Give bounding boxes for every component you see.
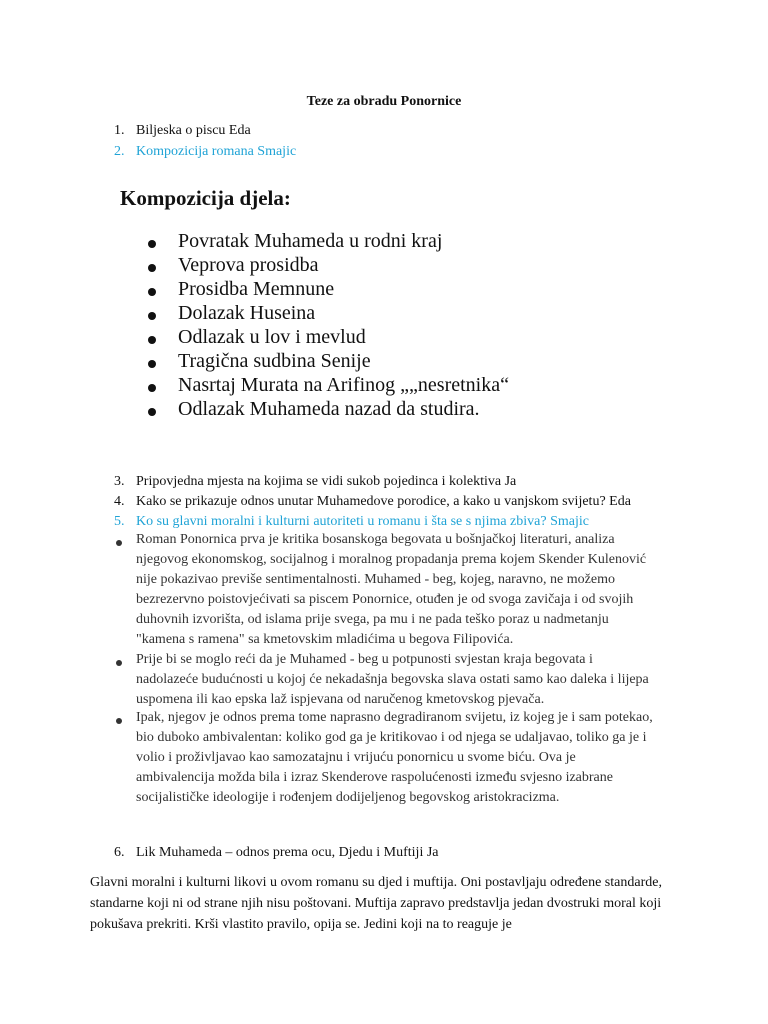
bullet-icon bbox=[148, 264, 156, 272]
list-text: Pripovjedna mjesta na kojima se vidi sukob pojedinca i kolektiva Ja bbox=[136, 474, 517, 489]
bullet-icon bbox=[148, 360, 156, 368]
bullet-icon bbox=[148, 336, 156, 344]
list-number: 2. bbox=[114, 144, 125, 159]
bullet-icon bbox=[116, 540, 122, 546]
bullet-icon bbox=[148, 384, 156, 392]
bullet-icon bbox=[148, 312, 156, 320]
figure-heading: Kompozicija djela: bbox=[120, 186, 291, 210]
bullet-paragraph: Roman Ponornica prva je kritika bosanskoga begovata u bošnjačkoj literaturi, analiza njegovog ekonomskog, socijalnog i moralnog propadanja prema kojem Skender Kulenović nije pokazivao previše sentimentalnosti. Muhamed - beg, kojeg, naravno, ne možemo bezrezervno poistovjećivati sa piscem Ponornice, otuđen je od svoga zavičaja i od svojih duhovnih izvorišta, od islama prije svega, pa mu i ne pada teško poraz u nadmetanju "kamena s ramena" sa kmetovskim mladićima u begova Filipovića. bbox=[136, 532, 647, 647]
composition-figure: Kompozicija djela: Povratak Muhameda u rodni kraj Veprova prosidba Prosidba Memnune Dolazak Huseina Odlazak u lov i mevlud Tragična sudbina Senije Nasrtaj Murata na Arifinog „„nesretnika“ Odlazak Muhameda nazad da studira. bbox=[120, 186, 509, 420]
bullet-icon bbox=[148, 288, 156, 296]
bullet-icon bbox=[148, 408, 156, 416]
bullet-icon bbox=[116, 718, 122, 724]
bullet-icon bbox=[116, 660, 122, 666]
list-number: 3. bbox=[114, 474, 125, 489]
bullet-icon bbox=[148, 240, 156, 248]
body-paragraph: Glavni moralni i kulturni likovi u ovom romanu su djed i muftija. Oni postavljaju određene standarde, standarne koji ni od strane njih nisu poštovani. Muftija zapravo predstavlja jedan dvostruki moral koji pokušava prekriti. Krši vlastito pravilo, opija se. Jedini koji na to reaguje je bbox=[90, 875, 662, 932]
list-number: 1. bbox=[114, 123, 125, 138]
bullet-paragraph: Prije bi se moglo reći da je Muhamed - beg u potpunosti svjestan kraja begovata i nadolazeće budućnosti u kojoj će nekadašnja begovska slava ostati samo kao daleka i lijepa uspomena ili kao epska laž ispjevana od naručenog kmetovskog pjevača. bbox=[136, 652, 649, 707]
list-text: Ko su glavni moralni i kulturni autoriteti u romanu i šta se s njima zbiva? Smajic bbox=[136, 514, 589, 529]
list-text: Lik Muhameda – odnos prema ocu, Djedu i Muftiji Ja bbox=[136, 845, 439, 860]
list-number: 6. bbox=[114, 845, 125, 860]
list-text: Biljeska o piscu Eda bbox=[136, 123, 251, 138]
list-text: Kako se prikazuje odnos unutar Muhamedove porodice, a kako u vanjskom svijetu? Eda bbox=[136, 494, 631, 509]
page-title: Teze za obradu Ponornice bbox=[306, 94, 462, 109]
list-text: Kompozicija romana Smajic bbox=[136, 144, 297, 159]
list-number: 5. bbox=[114, 514, 125, 529]
bullet-paragraph: Ipak, njegov je odnos prema tome naprasno degradiranom svijetu, iz kojeg je i sam potekao, bio duboko ambivalentan: koliko god ga je kritikovao i od njega se udaljavao, toliko ga je i volio i proživljavao kao samozatajnu i vrijuću ponornicu u svome biću. Ova je ambivalencija možda bila i izraz Skenderove raspolućenosti između svjesno izabrane socijalističke ideologije i rođenjem dodijeljenog begovskog aristokracizma. bbox=[136, 710, 653, 805]
list-number: 4. bbox=[114, 494, 125, 509]
